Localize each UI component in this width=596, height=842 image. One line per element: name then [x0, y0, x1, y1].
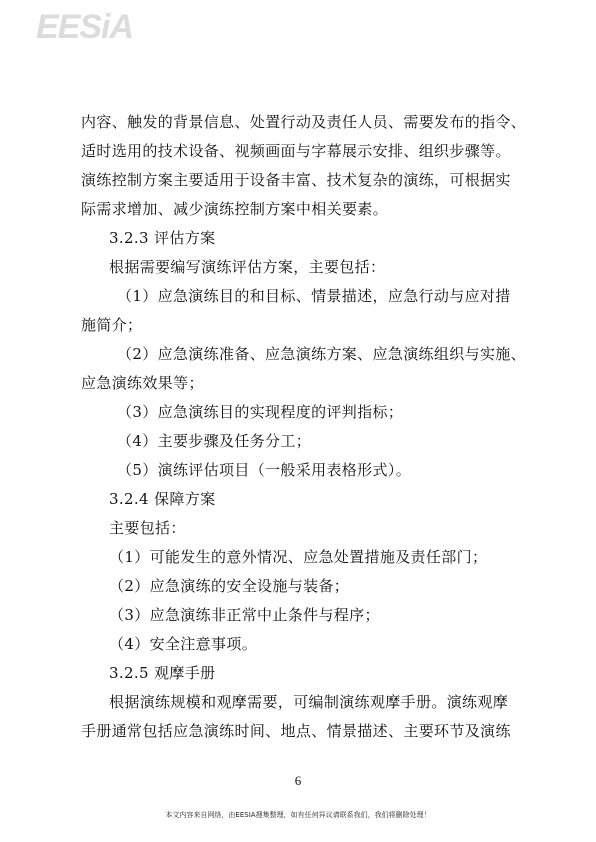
list-item-2: （2）应急演练准备、应急演练方案、应急演练组织与实施、	[117, 345, 526, 363]
page-number: 6	[294, 773, 302, 788]
list-item-7: （2）应急演练的安全设施与装备；	[109, 577, 350, 595]
list-item-2-continued: 应急演练效果等；	[81, 374, 204, 392]
section-heading-3-2-4: 3.2.4 保障方案	[109, 490, 216, 508]
list-item-4: （4）主要步骤及任务分工；	[117, 432, 312, 450]
list-item-5: （5）演练评估项目（一般采用表格形式）。	[117, 461, 412, 479]
section-heading-3-2-3: 3.2.3 评估方案	[109, 229, 216, 247]
list-item-8: （3）应急演练非正常中止条件与程序；	[109, 606, 380, 624]
document-body	[81, 108, 527, 746]
body-line-4: 际需求增加、减少演练控制方案中相关要素。	[81, 200, 389, 218]
list-item-1-continued: 施简介；	[81, 316, 143, 334]
list-item-1: （1）应急演练目的和目标、情景描述，应急行动与应对措	[117, 287, 511, 305]
body-line-22: 手册通常包括应急演练时间、地点、情景描述、主要环节及演练	[81, 722, 511, 740]
list-item-9: （4）安全注意事项。	[109, 635, 258, 653]
body-line-3: 演练控制方案主要适用于设备丰富、技术复杂的演练，可根据实	[81, 171, 511, 189]
body-line-15: 主要包括：	[109, 519, 186, 537]
body-line-21: 根据演练规模和观摩需要，可编制演练观摩手册。演练观摩	[109, 693, 509, 711]
eesia-logo: EESiA	[36, 8, 134, 46]
list-item-3: （3）应急演练目的实现程度的评判指标；	[117, 403, 404, 421]
body-line-6: 根据需要编写演练评估方案，主要包括：	[109, 258, 386, 276]
list-item-6: （1）可能发生的意外情况、应急处置措施及责任部门；	[109, 548, 488, 566]
footer-disclaimer: 本文内容来自网络，由EESIA搜集整理，如有任何异议请联系我们，我们将删除处理！	[165, 811, 431, 819]
body-line-1: 内容、触发的背景信息、处置行动及责任人员、需要发布的指令、	[81, 113, 527, 131]
section-heading-3-2-5: 3.2.5 观摩手册	[109, 664, 216, 682]
body-line-2: 适时选用的技术设备、视频画面与字幕展示安排、组织步骤等。	[81, 142, 511, 160]
